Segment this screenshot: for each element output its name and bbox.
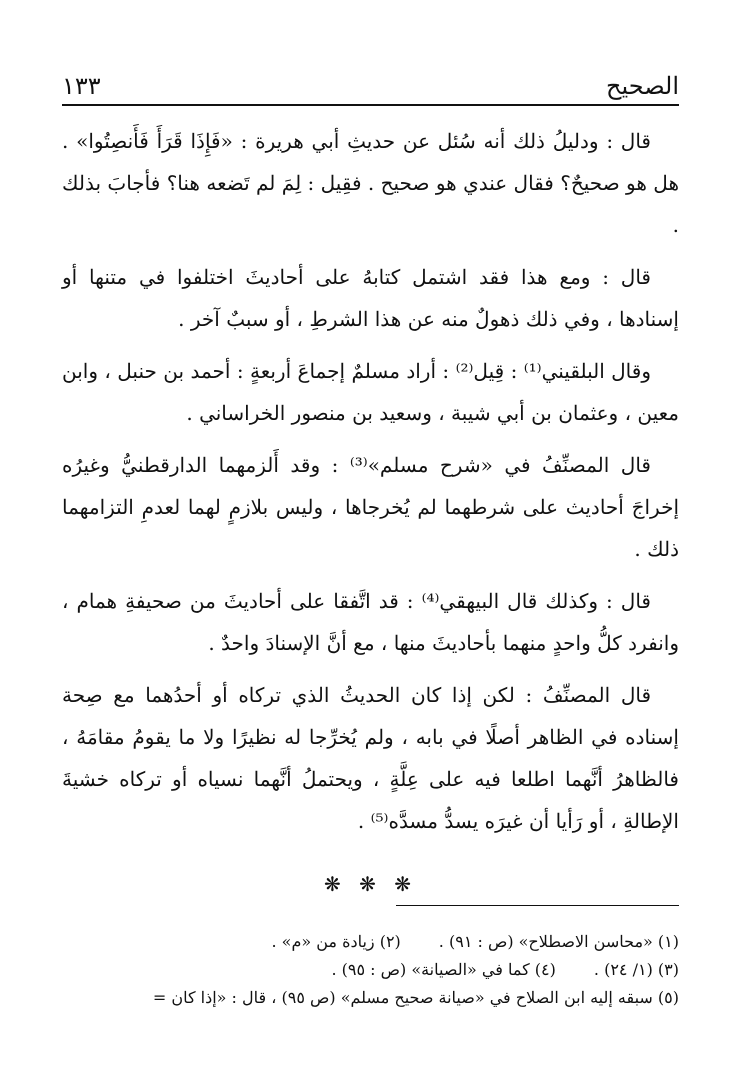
footnote-rule [396, 905, 679, 906]
footnote-5: (٥) سبقه إليه ابن الصلاح في «صيانة صحيح مسلم» (ص ٩٥) ، قال : «إذا كان = [152, 988, 679, 1007]
paragraph-3: وقال البلقيني⁽¹⁾ : قِيل⁽²⁾ : أراد مسلمٌ إجماعَ أربعةٍ : أحمد بن حنبل ، وابن معين ، وعثمان بن أبي شيبة ، وسعيد بن منصور الخراساني . [62, 359, 679, 425]
footnote-row [62, 928, 679, 956]
paragraph-4: قال المصنِّفُ في «شرح مسلم»⁽³⁾ : وقد أَلزمهما الدارقطنيُّ وغيرُه إخراجَ أحاديث على شرطهما لم يُخرجاها ، وليس بلازمٍ لهما لعدمِ التزامهما ذلك . [62, 453, 679, 561]
section-divider: ❋ ❋ ❋ [324, 872, 417, 896]
paragraph-2: قال : ومع هذا فقد اشتمل كتابهُ على أحاديثَ اختلفوا في متنها أو إسنادها ، وفي ذلك ذهولٌ منه عن هذا الشرطِ ، أو سببٌ آخر . [62, 265, 679, 331]
running-title: الصحيح [605, 72, 679, 100]
page-header [62, 62, 679, 98]
paragraph-5: قال : وكذلك قال البيهقي⁽⁴⁾ : قد اتَّفقا على أحاديثَ من صحيفةِ همام ، وانفرد كلُّ واحدٍ منهما بأحاديثَ منها ، مع أنَّ الإسنادَ واحدٌ . [62, 589, 679, 655]
paragraph-1: قال : ودليلُ ذلك أنه سُئل عن حديثِ أبي هريرة : «فَإِذَا قَرَأَ فَأَنصِتُوا» . هل هو صحيحٌ؟ فقال عندي هو صحيح . فقِيل : لِمَ لم تَضعه هنا؟ فأجابَ بذلك . [62, 129, 679, 237]
header-rule [62, 104, 679, 106]
page-number: ١٣٣ [62, 72, 101, 100]
footnote-4: (٤) كما في «الصيانة» (ص : ٩٥) . [331, 960, 556, 979]
main-text [62, 120, 679, 852]
footnote-1: (١) «محاسن الاصطلاح» (ص : ٩١) . [438, 932, 679, 951]
footnote-2: (٢) زيادة من «م» . [271, 932, 401, 951]
footnote-3: (٣) (١/ ٢٤) . [593, 960, 679, 979]
paragraph-6: قال المصنِّفُ : لكن إذا كان الحديثُ الذي تركاه أو أحدُهما مع صِحة إسناده في الظاهر أصلًا في بابه ، ولم يُخرِّجا له نظيرًا ولا ما يقومُ مقامَهُ ، فالظاهرُ أنَّهما اطلعا فيه على عِلَّةٍ ، ويحتملُ أنَّهما نسياه أو تركاه خشيةَ الإطالةِ ، أو رَأيا أن غيرَه يسدُّ مسدَّه⁽⁵⁾ . [62, 683, 679, 833]
footnotes [62, 928, 679, 1012]
footnote-row [62, 956, 679, 984]
